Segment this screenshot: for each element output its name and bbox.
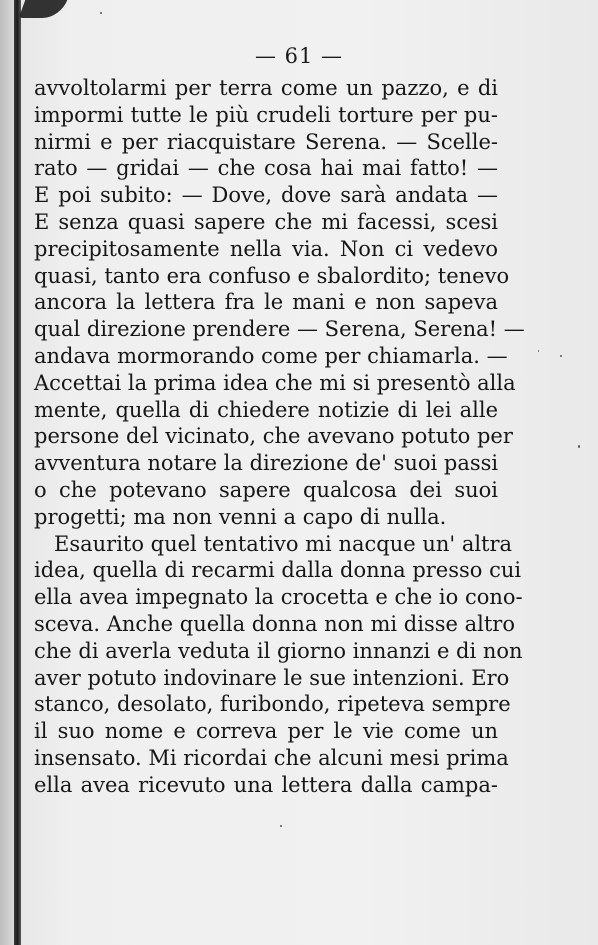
text-line: progetti; ma non venni a capo di nulla. <box>34 504 447 529</box>
text-line: Esaurito quel tentativo mi nacque un' altra <box>54 531 513 556</box>
text-line: avventura notare la direzione de' suoi passi <box>34 451 499 476</box>
text-line: persone del vicinato, che avevano potuto per <box>34 424 513 449</box>
text-line: o che potevano sapere qualcosa dei suoi <box>34 477 498 502</box>
text-line: idea, quella di recarmi dalla donna presso cui <box>34 558 522 583</box>
text-line: andava mormorando come per chiamarla. — <box>34 343 508 368</box>
paragraph-1 <box>34 75 525 531</box>
page-left-edge <box>0 0 14 945</box>
paper-speck <box>100 12 102 14</box>
text-line: il suo nome e correva per le vie come un <box>34 719 498 744</box>
text-line: impormi tutte le più crudeli torture per pu- <box>34 102 498 127</box>
text-line: insensato. Mi ricordai che alcuni mesi prima <box>34 745 509 770</box>
text-line: ancora la lettera fra le mani e non sapeva <box>34 290 498 315</box>
text-line: stanco, desolato, furibondo, ripeteva sempre <box>34 692 511 717</box>
paper-speck <box>538 350 539 352</box>
text-line: E poi subito: — Dove, dove sarà andata — <box>34 183 498 208</box>
page-number: — 61 — <box>254 44 344 68</box>
text-line: rato — gridai — che cosa hai mai fatto! — <box>34 156 498 181</box>
book-spine-shadow <box>14 0 21 945</box>
text-line: che di averla veduta il giorno innanzi e di non <box>34 638 523 663</box>
text-line: ella avea impegnato la crocetta e che io cono- <box>34 585 523 610</box>
text-line: aver potuto indovinare le sue intenzioni. Ero <box>34 665 510 690</box>
text-line: Accettai la prima idea che mi si presentò alla <box>34 370 516 395</box>
paper-speck <box>578 445 580 448</box>
text-line: sceva. Anche quella donna non mi disse altro <box>34 611 515 636</box>
body-text <box>34 75 525 799</box>
text-line: quasi, tanto era confuso e sbalordito; tenevo <box>34 263 510 288</box>
paper-speck <box>560 355 562 357</box>
paper-speck <box>280 825 282 827</box>
paragraph-2 <box>34 531 523 799</box>
ink-smudge <box>19 0 68 18</box>
text-line: ella avea ricevuto una lettera dalla campa- <box>34 772 498 797</box>
text-line: qual direzione prendere — Serena, Serena! — <box>34 317 525 342</box>
text-line: nirmi e per riacquistare Serena. — Scelle- <box>34 129 498 154</box>
text-line: avvoltolarmi per terra come un pazzo, e di <box>34 76 498 100</box>
text-line: mente, quella di chiedere notizie di lei alle <box>34 397 498 422</box>
text-line: precipitosamente nella via. Non ci vedevo <box>34 236 498 261</box>
text-line: E senza quasi sapere che mi facessi, scesi <box>34 209 498 234</box>
